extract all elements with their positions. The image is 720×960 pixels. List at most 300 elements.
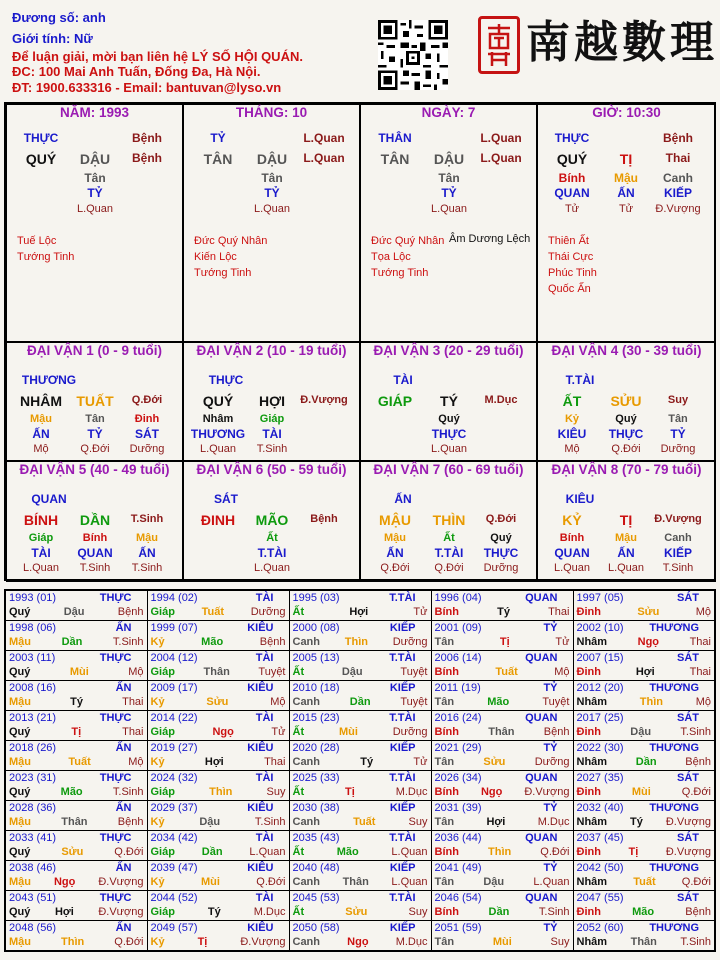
year-cell[interactable] <box>147 801 289 831</box>
year-branch: Mão <box>487 696 510 708</box>
hidden-ten-god: TỶ <box>87 427 103 441</box>
year-branch: Dần <box>349 696 371 708</box>
year-stem: Kỷ <box>150 876 165 888</box>
year-cell[interactable] <box>431 651 573 681</box>
year-ten-god: ẤN <box>115 682 132 694</box>
year-cell[interactable] <box>573 681 715 711</box>
year-life-stage: Mộ <box>270 696 286 708</box>
year-label: 2027 (35) <box>576 772 624 784</box>
year-cell[interactable] <box>289 831 431 861</box>
hidden-stem: Mậu <box>384 532 406 544</box>
hidden-ten-god: T.TÀI <box>257 546 287 560</box>
hidden-stem: Tân <box>438 171 460 185</box>
hidden-life-stage: Q.Đới <box>380 562 410 574</box>
year-ten-god: QUAN <box>525 832 558 844</box>
year-label: 2038 (46) <box>9 862 57 874</box>
year-ten-god: QUAN <box>525 712 558 724</box>
year-cell[interactable] <box>5 621 147 651</box>
year-ten-god: THƯƠNG <box>649 862 699 874</box>
year-stem: Mậu <box>9 756 31 768</box>
year-label: 2050 (58) <box>292 922 340 934</box>
year-cell[interactable] <box>431 711 573 741</box>
year-row <box>5 801 715 831</box>
pillar-grid <box>4 102 716 581</box>
year-life-stage: Thai <box>689 666 711 678</box>
year-branch: Tị <box>628 846 639 858</box>
pillar-life-stage: Bệnh <box>663 131 693 145</box>
hidden-life-stage: Mộ <box>564 443 580 455</box>
year-life-stage: Tuyệt <box>400 696 428 708</box>
pillar-stars <box>548 233 597 297</box>
dai-van-life-stage: T.Sinh <box>130 513 164 525</box>
dai-van-stem: ĐINH <box>200 512 236 528</box>
hidden-life-stage: Tử <box>564 203 580 215</box>
year-cell[interactable] <box>431 891 573 921</box>
year-stem: Bính <box>434 666 459 678</box>
dai-van-stem: QUÝ <box>202 393 234 409</box>
year-cell[interactable] <box>289 681 431 711</box>
year-label: 2049 (57) <box>150 922 198 934</box>
year-branch: Tuất <box>68 756 91 768</box>
year-row <box>5 921 715 952</box>
year-cell[interactable] <box>289 861 431 891</box>
dai-van-life-stage: Suy <box>667 394 689 406</box>
hidden-life-stage: Dưỡng <box>129 443 165 455</box>
star-item: Thiên Ất <box>548 235 589 247</box>
dai-van-ten-god: TÀI <box>393 373 413 387</box>
year-ten-god: KIÊU <box>247 802 274 814</box>
hidden-life-stage: T.Sinh <box>662 562 694 574</box>
year-life-stage: Suy <box>408 906 428 918</box>
dai-van-stem: GIÁP <box>377 393 413 409</box>
year-stem: Đinh <box>576 786 601 798</box>
year-cell[interactable] <box>573 741 715 771</box>
dai-van-cell[interactable] <box>360 461 537 582</box>
year-ten-god: TÀI <box>255 592 274 604</box>
year-stem: Canh <box>292 876 320 888</box>
dai-van-life-stage: Bệnh <box>310 513 338 525</box>
year-stem: Canh <box>292 936 320 948</box>
year-ten-god: THỰC <box>99 712 132 724</box>
year-cell[interactable] <box>5 801 147 831</box>
year-label: 2001 (09) <box>434 622 482 634</box>
hidden-stem: Bính <box>558 171 586 185</box>
hidden-stem: Tân <box>85 413 105 425</box>
year-cell[interactable] <box>5 891 147 921</box>
year-ten-god: KIẾP <box>389 622 416 634</box>
contact-line: Để luận giải, mời bạn liên hệ LÝ SỐ HỘI QUÁN. <box>12 49 303 64</box>
year-stem: Kỷ <box>150 816 165 828</box>
year-cell[interactable] <box>573 831 715 861</box>
year-label: 2012 (20) <box>576 682 624 694</box>
year-stem: Kỷ <box>150 756 165 768</box>
year-label: 2025 (33) <box>292 772 340 784</box>
dai-van-branch: TUẤT <box>76 393 114 409</box>
pillar-life-stage: Thai <box>665 151 691 165</box>
year-branch: Thìn <box>639 696 663 708</box>
year-life-stage: T.Sinh <box>254 816 286 828</box>
year-ten-god: KIẾP <box>389 682 416 694</box>
hidden-ten-god: TỶ <box>441 186 457 200</box>
year-ten-god: TỶ <box>543 862 558 874</box>
year-cell[interactable] <box>573 711 715 741</box>
year-row <box>5 651 715 681</box>
hidden-stem: Tân <box>261 171 283 185</box>
year-cell[interactable] <box>147 891 289 921</box>
hidden-ten-god: SÁT <box>135 427 159 441</box>
year-life-stage: Mộ <box>128 756 144 768</box>
year-label: 2032 (40) <box>576 802 624 814</box>
year-ten-god: QUAN <box>525 772 558 784</box>
hidden-life-stage: L.Quan <box>22 562 60 574</box>
year-label: 2051 (59) <box>434 922 482 934</box>
hidden-stem: Tân <box>84 171 106 185</box>
pillar-ten-god: TỶ <box>210 131 226 145</box>
year-branch: Tý <box>360 756 374 768</box>
year-cell[interactable] <box>289 741 431 771</box>
star-item: Quốc Ấn <box>548 283 591 295</box>
year-label: 2036 (44) <box>434 832 482 844</box>
dai-van-stem: MẬU <box>379 512 411 528</box>
year-stem: Quý <box>9 726 31 738</box>
dai-van-stem: KỶ <box>562 512 582 528</box>
hidden-life-stage: Tử <box>618 203 634 215</box>
year-cell[interactable] <box>147 651 289 681</box>
hidden-stem: Tân <box>668 413 688 425</box>
year-cell[interactable] <box>573 801 715 831</box>
year-ten-god: T.TÀI <box>389 832 416 844</box>
year-cell[interactable] <box>289 621 431 651</box>
year-cell[interactable] <box>431 921 573 952</box>
year-branch: Ngọ <box>212 726 234 738</box>
year-life-stage: M.Dục <box>395 936 428 948</box>
year-cell[interactable] <box>289 771 431 801</box>
year-label: 2047 (55) <box>576 892 624 904</box>
year-label: 2020 (28) <box>292 742 340 754</box>
year-stem: Mậu <box>9 936 31 948</box>
year-branch: Tý <box>207 906 221 918</box>
dai-van-cell[interactable] <box>537 461 716 582</box>
year-ten-god: THỰC <box>99 892 132 904</box>
year-cell[interactable] <box>289 590 431 621</box>
dai-van-branch: THÌN <box>432 512 466 528</box>
year-ten-god: TÀI <box>255 772 274 784</box>
year-stem: Bính <box>434 606 459 618</box>
dai-van-cell[interactable] <box>360 342 537 461</box>
dai-van-branch: DẦN <box>79 512 111 528</box>
year-cell[interactable] <box>147 831 289 861</box>
year-cell[interactable] <box>147 681 289 711</box>
year-cell[interactable] <box>573 891 715 921</box>
year-cell[interactable] <box>5 681 147 711</box>
hidden-life-stage: L.Quan <box>76 203 114 215</box>
year-cell[interactable] <box>289 921 431 952</box>
year-ten-god: KIẾP <box>389 922 416 934</box>
year-cell[interactable] <box>5 590 147 621</box>
year-branch: Mão <box>201 636 224 648</box>
year-stem: Đinh <box>576 906 601 918</box>
hidden-ten-god: KIẾP <box>663 546 693 560</box>
pillar-branch: DẬU <box>79 151 111 167</box>
year-life-stage: Bệnh <box>259 636 286 648</box>
year-label: 2035 (43) <box>292 832 340 844</box>
year-cell[interactable] <box>147 621 289 651</box>
dai-van-title: ĐẠI VẬN 3 (20 - 29 tuổi) <box>373 343 524 358</box>
year-cell[interactable] <box>573 771 715 801</box>
year-stem: Quý <box>9 666 31 678</box>
year-stem: Giáp <box>150 666 175 678</box>
year-ten-god: TỶ <box>543 622 558 634</box>
year-branch: Thân <box>342 876 369 888</box>
year-branch: Mão <box>336 846 359 858</box>
year-stem: Ất <box>292 906 305 918</box>
hidden-stem: Giáp <box>259 413 285 425</box>
year-cell[interactable] <box>147 921 289 952</box>
star-item: Đức Quý Nhân <box>371 235 445 247</box>
year-label: 2048 (56) <box>9 922 57 934</box>
year-label: 2007 (15) <box>576 652 624 664</box>
year-stem: Giáp <box>150 846 175 858</box>
year-stem: Nhâm <box>576 696 608 708</box>
dai-van-stem: NHÂM <box>20 393 62 409</box>
hidden-stem: Đinh <box>134 413 160 425</box>
year-ten-god: THƯƠNG <box>649 922 699 934</box>
year-cell[interactable] <box>573 590 715 621</box>
year-cell[interactable] <box>5 921 147 952</box>
pillar-branch: DẬU <box>433 151 465 167</box>
year-cell[interactable] <box>5 711 147 741</box>
year-ten-god: ẤN <box>115 802 132 814</box>
year-label: 2043 (51) <box>9 892 57 904</box>
year-branch: Tuất <box>495 666 518 678</box>
year-cell[interactable] <box>147 861 289 891</box>
pillar-ten-god: THÂN <box>378 131 412 145</box>
pillar-cell[interactable] <box>6 104 183 342</box>
year-cell[interactable] <box>147 741 289 771</box>
year-stem: Canh <box>292 636 320 648</box>
year-ten-god: TỶ <box>543 802 558 814</box>
year-branch: Mùi <box>338 726 358 738</box>
year-branch: Tuất <box>633 876 656 888</box>
hidden-ten-god: THỰC <box>431 427 467 441</box>
year-ten-god: THỰC <box>99 652 132 664</box>
pillar-stars <box>17 233 74 265</box>
pillar-cell[interactable] <box>183 104 360 342</box>
year-row <box>5 891 715 921</box>
year-branch: Tý <box>630 816 643 828</box>
dai-van-title: ĐẠI VẬN 6 (50 - 59 tuổi) <box>196 462 347 477</box>
year-branch: Mùi <box>631 786 651 798</box>
dai-van-ten-god: THỰC <box>208 373 244 387</box>
dai-van-ten-god: THƯƠNG <box>21 373 77 387</box>
year-cell[interactable] <box>289 651 431 681</box>
hidden-life-stage: Mộ <box>33 443 49 455</box>
hidden-life-stage: Đ.Vượng <box>655 203 701 215</box>
year-life-stage: T.Sinh <box>112 786 144 798</box>
year-cell[interactable] <box>573 651 715 681</box>
year-ten-god: SÁT <box>677 832 699 844</box>
year-branch: Mùi <box>492 936 512 948</box>
year-cell[interactable] <box>147 590 289 621</box>
year-cell[interactable] <box>431 590 573 621</box>
hidden-stem: Canh <box>664 532 692 544</box>
hidden-ten-god: THỰC <box>608 427 644 441</box>
hidden-life-stage: Q.Đới <box>80 443 110 455</box>
year-label: 2017 (25) <box>576 712 624 724</box>
year-stem: Tân <box>434 756 455 768</box>
year-life-stage: Đ.Vượng <box>665 846 711 858</box>
year-label: 2040 (48) <box>292 862 340 874</box>
year-row <box>5 861 715 891</box>
year-life-stage: Tử <box>555 636 570 648</box>
year-row <box>5 831 715 861</box>
pillar-cell[interactable] <box>360 104 537 342</box>
star-item: Kiến Lộc <box>194 251 237 263</box>
hidden-life-stage: Dưỡng <box>660 443 696 455</box>
year-cell[interactable] <box>431 861 573 891</box>
year-ten-god: SÁT <box>677 772 699 784</box>
year-stem: Đinh <box>576 606 601 618</box>
pillar-stem: TÂN <box>380 151 410 167</box>
year-ten-god: THƯƠNG <box>649 802 699 814</box>
year-ten-god: THỰC <box>99 772 132 784</box>
year-cell[interactable] <box>5 861 147 891</box>
year-stem: Kỷ <box>150 696 165 708</box>
year-cell[interactable] <box>431 681 573 711</box>
star-item: Tướng Tinh <box>17 251 75 263</box>
year-label: 2033 (41) <box>9 832 57 844</box>
year-label: 1996 (04) <box>434 592 482 604</box>
year-stem: Nhâm <box>576 636 608 648</box>
hidden-ten-god: KIẾP <box>663 186 693 200</box>
year-cell[interactable] <box>5 831 147 861</box>
hidden-ten-god: QUAN <box>554 546 590 560</box>
year-label: 2014 (22) <box>150 712 198 724</box>
year-cell[interactable] <box>147 771 289 801</box>
year-ten-god: KIÊU <box>247 682 274 694</box>
year-cell[interactable] <box>573 621 715 651</box>
hidden-life-stage: Q.Đới <box>611 443 641 455</box>
pillar-title: NĂM: 1993 <box>59 105 130 120</box>
year-stem: Ất <box>292 726 305 738</box>
year-stem: Ất <box>292 606 305 618</box>
year-cell[interactable] <box>289 891 431 921</box>
hidden-stem: Ất <box>266 532 278 544</box>
year-branch: Hợi <box>635 666 655 678</box>
year-label: 1998 (06) <box>9 622 57 634</box>
year-label: 2019 (27) <box>150 742 198 754</box>
hidden-life-stage: L.Quan <box>430 443 468 455</box>
year-cell[interactable] <box>5 771 147 801</box>
year-stem: Quý <box>9 846 31 858</box>
year-cell[interactable] <box>289 801 431 831</box>
year-cell[interactable] <box>289 711 431 741</box>
year-life-stage: Thai <box>548 606 570 618</box>
dai-van-ten-god: T.TÀI <box>565 373 595 387</box>
year-cell[interactable] <box>5 741 147 771</box>
dai-van-life-stage: M.Dục <box>484 394 518 406</box>
pillar-cell[interactable] <box>537 104 716 342</box>
hidden-life-stage: L.Quan <box>553 562 591 574</box>
dai-van-cell[interactable] <box>537 342 716 461</box>
address-line: ĐC: 100 Mai Anh Tuấn, Đống Đa, Hà Nội. <box>12 64 261 79</box>
year-life-stage: L.Quan <box>391 876 428 888</box>
hidden-life-stage: L.Quan <box>607 562 645 574</box>
year-life-stage: Đ.Vượng <box>524 786 570 798</box>
year-life-stage: Thai <box>264 756 286 768</box>
year-label: 2013 (21) <box>9 712 57 724</box>
pillar-life-stage: Bệnh <box>132 131 162 145</box>
qr-code[interactable] <box>378 20 448 90</box>
year-ten-god: SÁT <box>677 892 699 904</box>
year-cell[interactable] <box>431 621 573 651</box>
year-life-stage: Mộ <box>554 666 570 678</box>
year-cell[interactable] <box>147 711 289 741</box>
year-cell[interactable] <box>431 831 573 861</box>
pillar-stem: TÂN <box>203 151 233 167</box>
year-branch: Dậu <box>341 666 363 678</box>
dai-van-cell[interactable] <box>183 342 360 461</box>
star-item: Thái Cực <box>548 251 594 263</box>
year-cell[interactable] <box>573 921 715 952</box>
year-stem: Mậu <box>9 816 31 828</box>
dai-van-cell[interactable] <box>6 342 183 461</box>
hidden-ten-god: TỶ <box>87 186 103 200</box>
year-stem: Canh <box>292 756 320 768</box>
year-label: 2046 (54) <box>434 892 482 904</box>
year-stem: Mậu <box>9 636 31 648</box>
hidden-ten-god: KIÊU <box>557 427 587 441</box>
year-row <box>5 621 715 651</box>
year-row <box>5 711 715 741</box>
year-stem: Bính <box>434 786 459 798</box>
year-cell[interactable] <box>5 651 147 681</box>
year-branch: Sửu <box>345 906 368 918</box>
year-label: 2004 (12) <box>150 652 198 664</box>
year-life-stage: Q.Đới <box>681 876 711 888</box>
year-life-stage: Tuyệt <box>258 666 286 678</box>
dai-van-branch: TỊ <box>619 512 633 528</box>
pillar-life-stage: L.Quan <box>303 151 345 165</box>
year-stem: Mậu <box>9 696 31 708</box>
year-ten-god: SÁT <box>677 592 699 604</box>
year-cell[interactable] <box>431 741 573 771</box>
year-label: 2041 (49) <box>434 862 482 874</box>
dai-van-cell[interactable] <box>6 461 183 582</box>
year-cell[interactable] <box>573 861 715 891</box>
year-branch: Dậu <box>199 816 221 828</box>
year-cell[interactable] <box>431 771 573 801</box>
pillar-life-stage: L.Quan <box>303 131 345 145</box>
dai-van-cell[interactable] <box>183 461 360 582</box>
dai-van-branch: MÃO <box>255 512 289 528</box>
year-branch: Sửu <box>206 696 229 708</box>
dai-van-life-stage: Q.Đới <box>485 513 517 525</box>
year-label: 2023 (31) <box>9 772 57 784</box>
year-life-stage: T.Sinh <box>680 936 711 948</box>
year-branch: Thân <box>203 666 230 678</box>
year-branch: Mão <box>632 906 655 918</box>
year-branch: Mùi <box>69 666 89 678</box>
year-cell[interactable] <box>431 801 573 831</box>
hidden-stem: Giáp <box>28 532 54 544</box>
year-ten-god: QUAN <box>525 892 558 904</box>
star-item: Tọa Lộc <box>371 251 411 263</box>
year-life-stage: Thai <box>122 726 144 738</box>
year-stem: Bính <box>434 726 459 738</box>
year-life-stage: Đ.Vượng <box>240 936 286 948</box>
hidden-ten-god: TỶ <box>670 427 686 441</box>
